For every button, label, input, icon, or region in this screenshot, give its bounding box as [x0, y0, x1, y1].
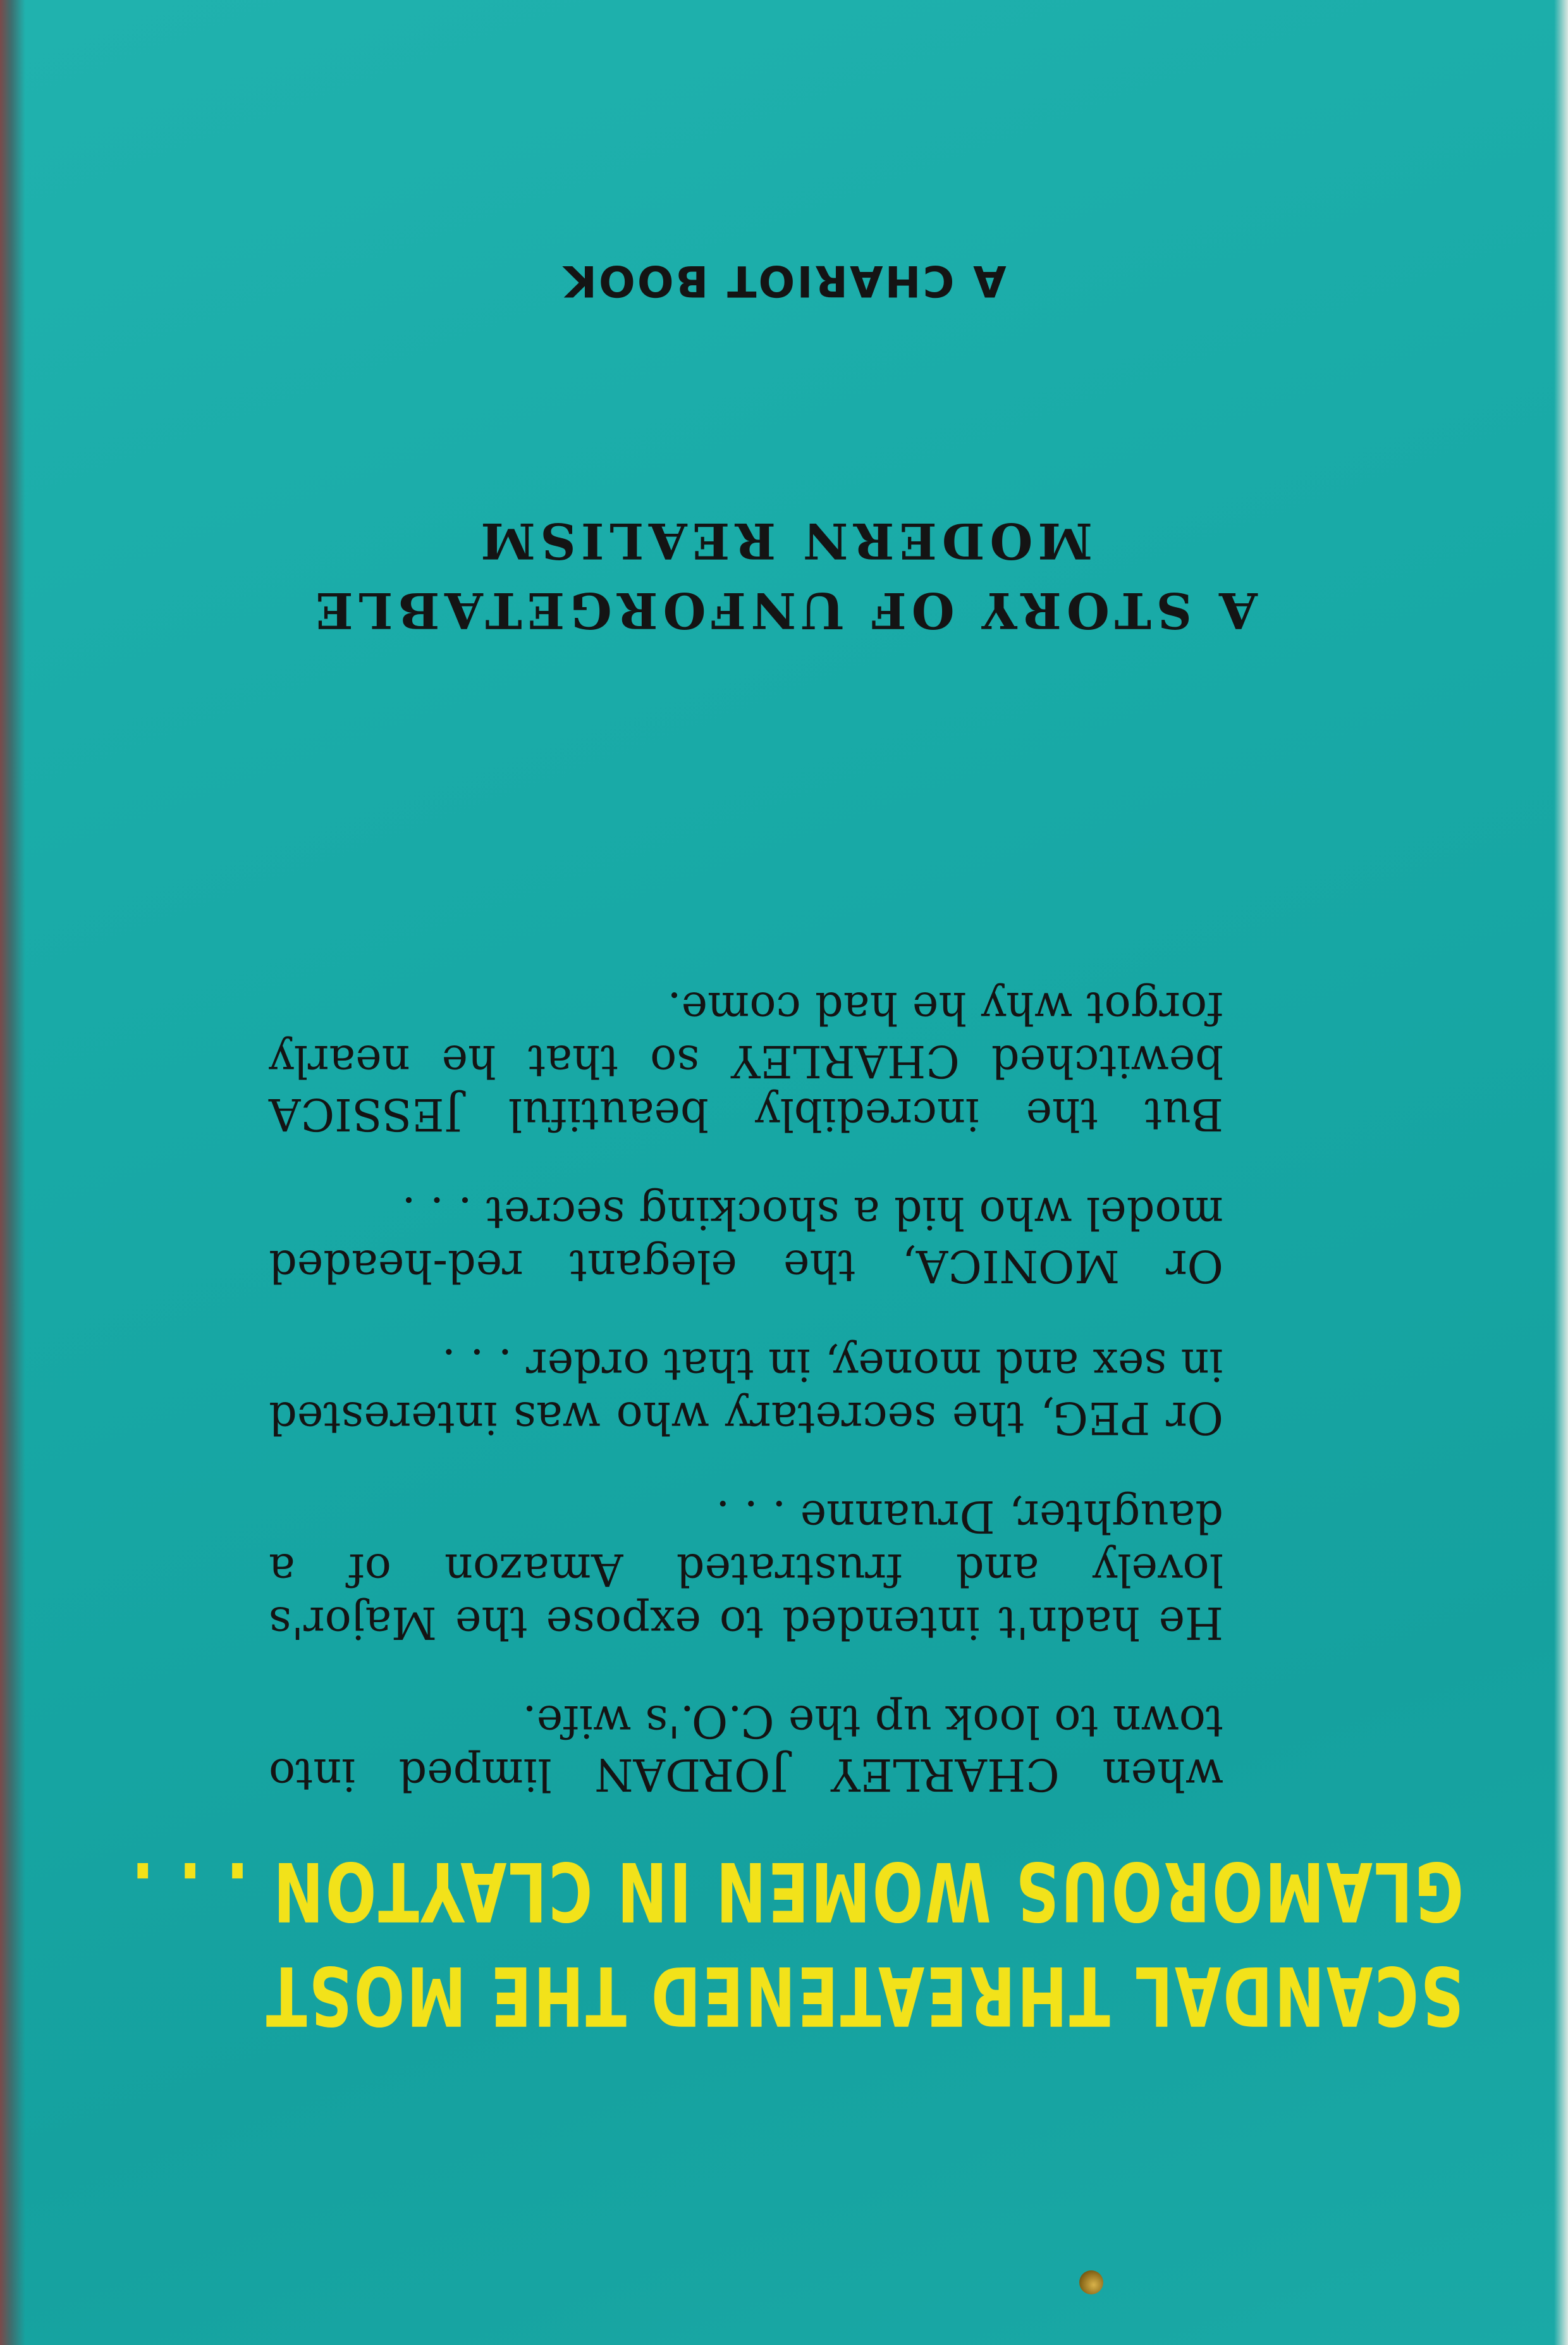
blurb-paragraph-5: But the incredibly beautiful JESSICA bewitched CHARLEY so that he nearly forgot why he had come.	[269, 982, 1223, 1140]
headline-line-2: GLAMOROUS WOMEN IN CLAYTON . . .	[129, 1843, 1464, 1938]
tagline-line-1: A STORY OF UNFORGETABLE	[310, 581, 1258, 639]
tagline-line-2: MODERN REALISM	[475, 512, 1093, 569]
publisher-imprint: A CHARIOT BOOK	[561, 255, 1007, 305]
headline-line-1: SCANDAL THREATENED THE MOST	[264, 1948, 1464, 2042]
blurb-paragraph-4: Or MONICA, the elegant red-headed model who hid a shocking secret . . .	[269, 1187, 1223, 1292]
blurb	[269, 936, 1223, 1801]
blurb-paragraph-3: Or PEG, the secretary who was interested in sex and money, in that order . . .	[269, 1339, 1223, 1444]
blurb-paragraph-1: when CHARLEY JORDAN limped into town to look up the C.O.'s wife.	[269, 1696, 1223, 1800]
blurb-paragraph-2: He hadn't intended to expose the Major's lovely and frustrated Amazon of a daughter, Druanne . . .	[269, 1491, 1223, 1649]
price-punch-mark	[1079, 2270, 1103, 2294]
